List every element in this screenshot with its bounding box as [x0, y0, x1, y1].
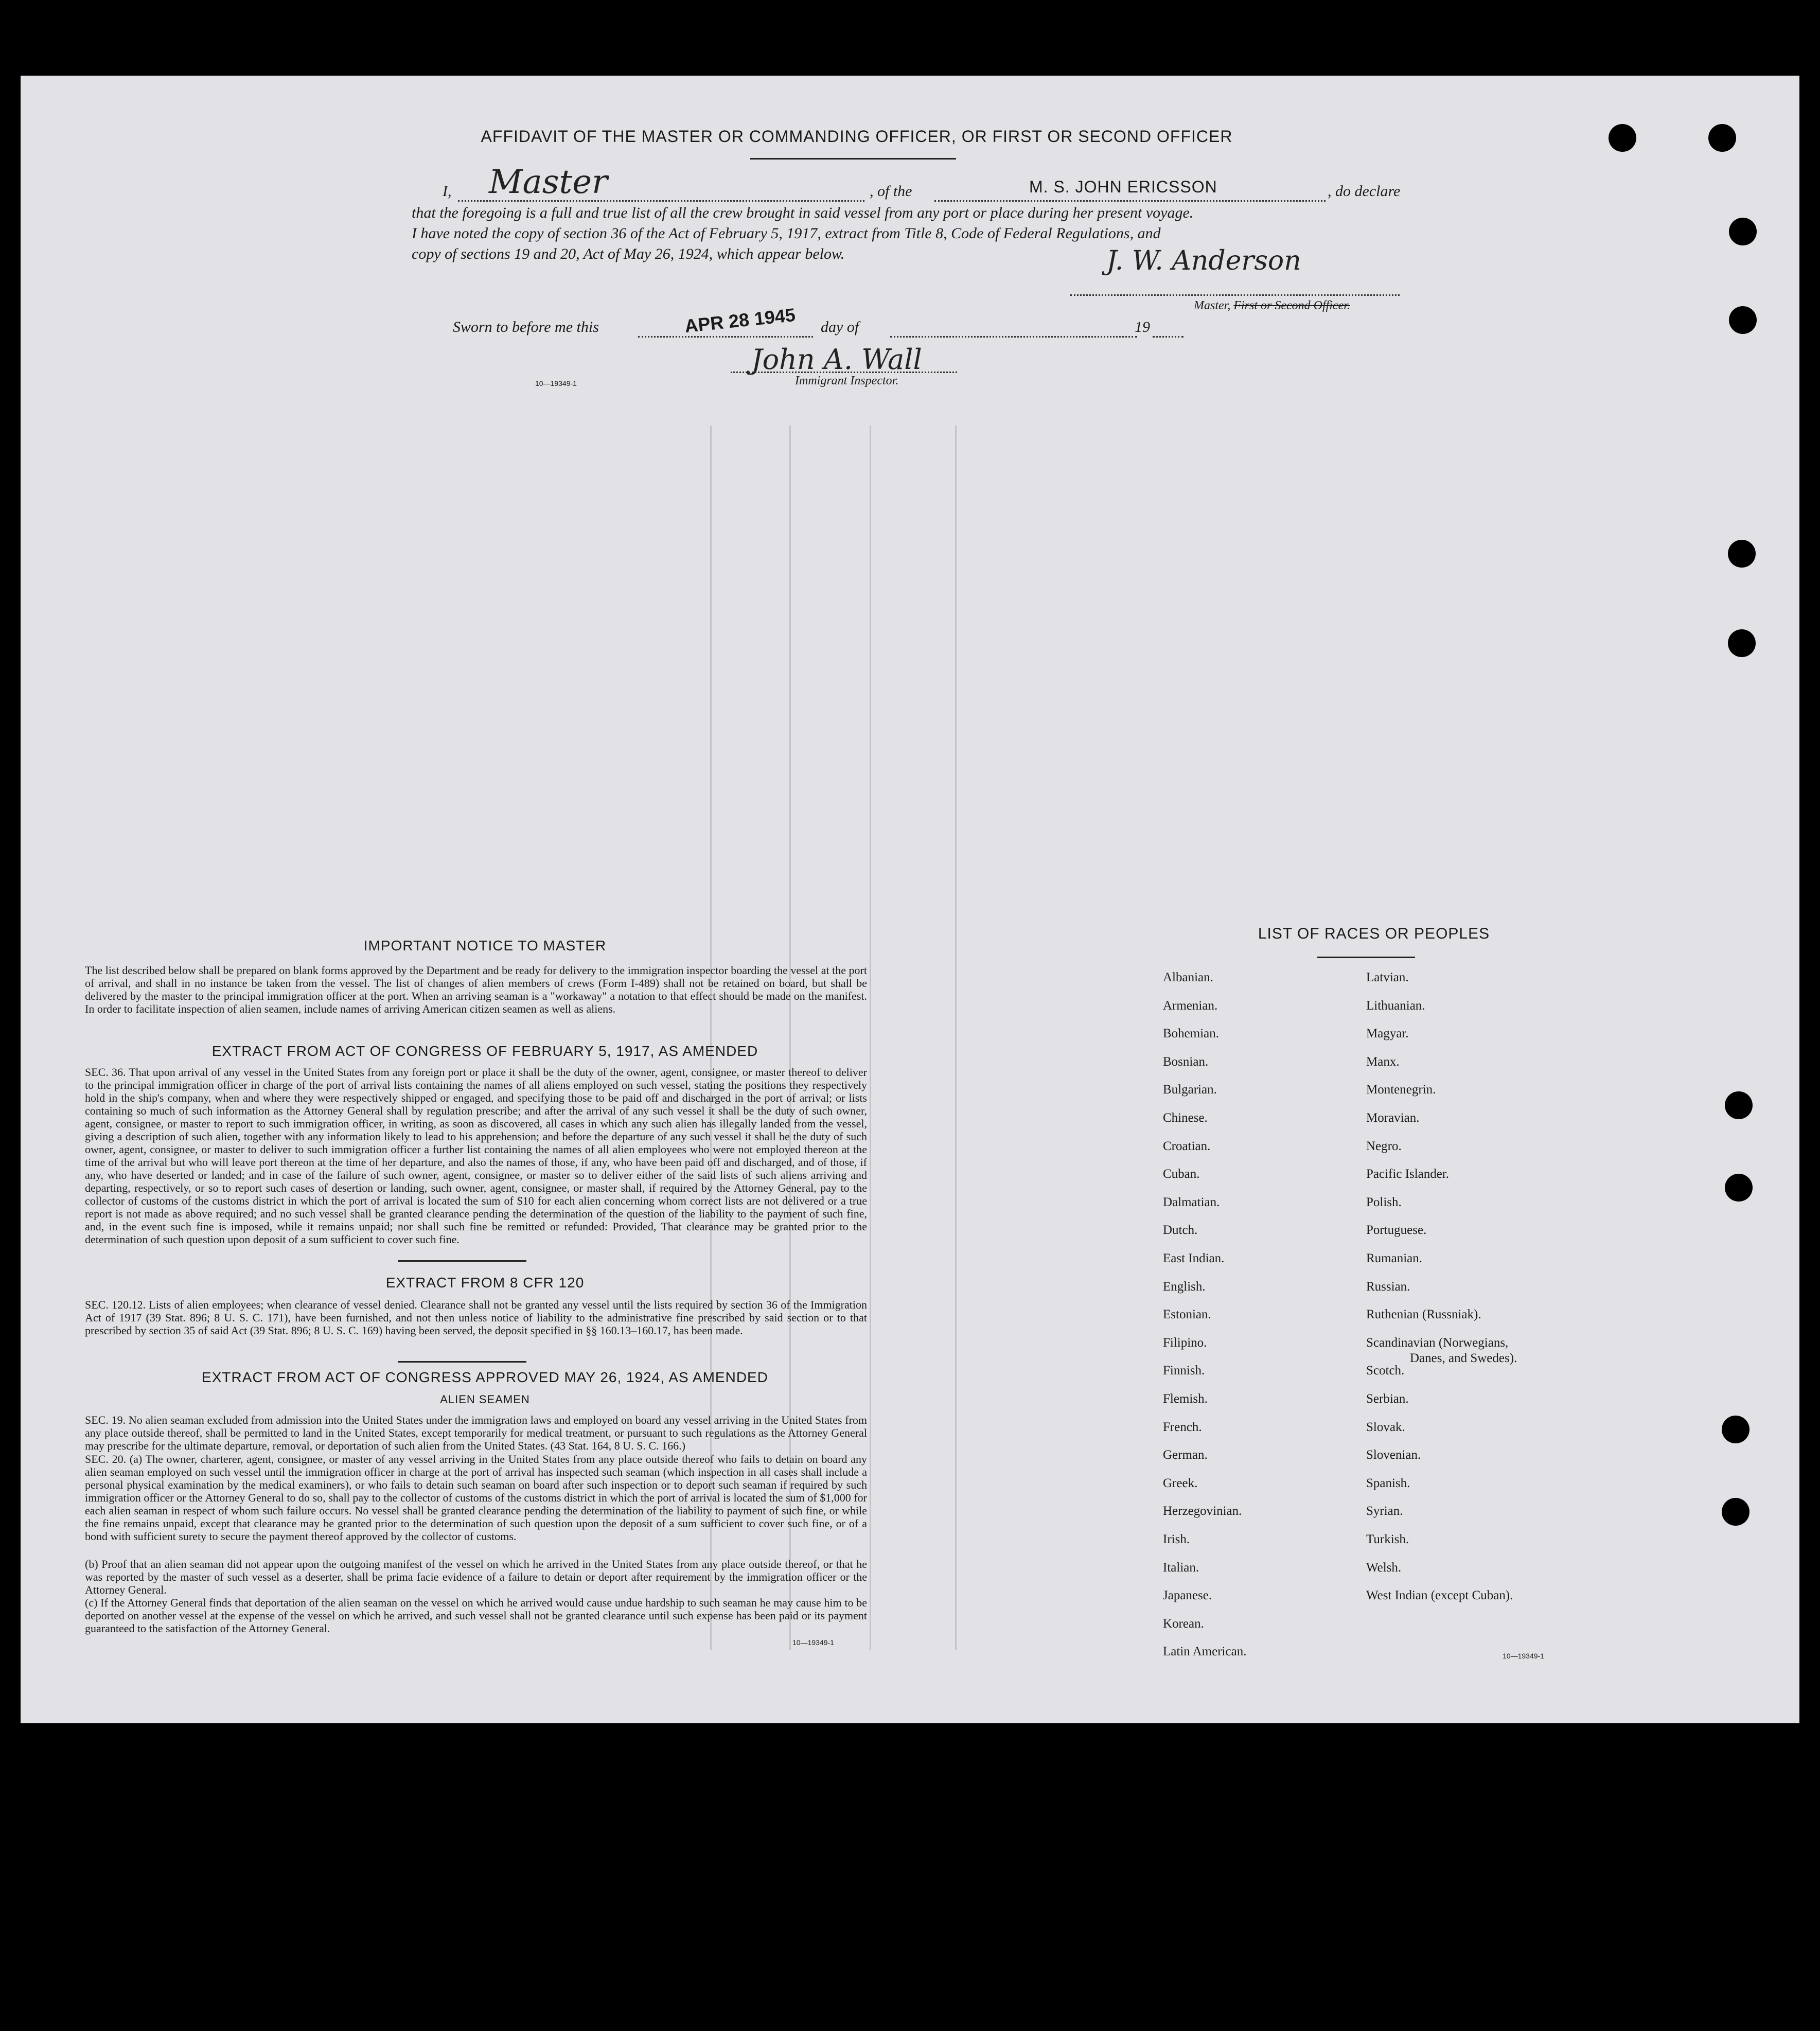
- race-item: French.: [1163, 1420, 1202, 1434]
- year-prefix: 19: [1135, 319, 1150, 335]
- binder-hole: [1728, 540, 1756, 568]
- day-of-label: day of: [821, 319, 859, 335]
- race-item: Filipino.: [1163, 1336, 1207, 1350]
- race-item: Latvian.: [1366, 970, 1409, 984]
- race-item: Spanish.: [1366, 1476, 1410, 1490]
- race-item: Slovenian.: [1366, 1448, 1421, 1462]
- race-item: Pacific Islander.: [1366, 1167, 1450, 1181]
- master-signature-line: [1070, 294, 1400, 296]
- declaration-line-2: I have noted the copy of section 36 of the Act of February 5, 1917, extract from Title 8, Code of Federal Regulations, and: [412, 225, 1161, 242]
- race-item: Magyar.: [1366, 1027, 1409, 1040]
- extract-1924-title: EXTRACT FROM ACT OF CONGRESS APPROVED MAY 26, 1924, AS AMENDED: [202, 1369, 768, 1385]
- extract-1917-title: EXTRACT FROM ACT OF CONGRESS OF FEBRUARY 5, 1917, AS AMENDED: [211, 1043, 758, 1059]
- notice-text: The list described below shall be prepared on blank forms approved by the Department and be ready for delivery to the immigration inspector boarding the vessel at the port of arrival, and shall in no instance be taken from the vessel. The list of changes of alien members of crews (Form I-489) shall not be retained on board, but shall be delivered by the master to the principal immigration officer at the port. When an arriving seaman is a "workaway" a notation to that effect should be made on the manifest. In order to facilitate inspection of alien seamen, include names of arriving American citizen seamen as well as aliens.: [85, 964, 867, 1015]
- race-item: Korean.: [1163, 1617, 1204, 1631]
- extract-1917-text: SEC. 36. That upon arrival of any vessel in the United States from any foreign port or place it shall be the duty of the owner, agent, consignee, or master thereof to deliver to the principal immigration officer in charge of the port of arrival lists containing the names of all aliens employed on such vessel, stating the positions they respectively hold in the ship's company, when and where they were respectively shipped or engaged, and specifying those to be paid off and discharged in the port of arrival; or lists containing so much of such information as the Attorney General shall by regulation prescribe; and after the arrival of any such vessel it shall be the duty of such owner, agent, consignee, or master to report to such immigration officer, in writing, as soon as discovered, all cases in which any such alien has illegally landed from the vessel, giving a description of such alien, together with any information likely to lead to his apprehension; and before the departure of any such vessel it shall be the duty of such owner, agent, consignee, or master to deliver to such immigration officer a further list containing the names of all alien employees who were not employed thereon at the time of the arrival but who will leave port thereon at the time of her departure, and also the names of those, if any, who have been paid off and discharged, and of those, if any, who have deserted or landed; and in case of the failure of such owner, agent, consignee, or master so to deliver either of the said lists of such aliens arriving and departing, respectively, or so to report such cases of desertion or landing, such owner, agent, consignee, or master shall, if required by the Attorney General, pay to the collector of customs of the customs district in which the port of arrival is located the sum of $10 for each alien concerning whom correct lists are not delivered or a true report is not made as above required; and no such vessel shall be granted clearance pending the determination of the question of the liability to the payment of such fine, and, in the event such fine is imposed, while it remains unpaid; nor shall such fine be remitted or refunded: Provided, That clearance may be granted prior to the determination of such question upon deposit of a sum sufficient to cover such fine.: [85, 1066, 867, 1246]
- binder-hole: [1725, 1091, 1753, 1119]
- binder-hole: [1728, 629, 1756, 657]
- document-page: [21, 76, 1799, 1723]
- title-underline: [750, 158, 956, 160]
- race-item: English.: [1163, 1280, 1206, 1294]
- form-number-right: 10—19349-1: [1503, 1652, 1544, 1660]
- inspector-caption: Immigrant Inspector.: [795, 374, 899, 387]
- race-item: Russian.: [1366, 1280, 1410, 1294]
- race-item: Portuguese.: [1366, 1223, 1427, 1237]
- race-item: Croatian.: [1163, 1139, 1211, 1153]
- rank-fill-line: [458, 200, 864, 202]
- race-item: Flemish.: [1163, 1392, 1208, 1406]
- race-item: Moravian.: [1366, 1111, 1420, 1125]
- race-item: Turkish.: [1366, 1532, 1409, 1546]
- race-item: Herzegovinian.: [1163, 1504, 1242, 1518]
- race-item: Finnish.: [1163, 1364, 1205, 1377]
- sworn-month-line: [890, 336, 1137, 338]
- race-item: Dalmatian.: [1163, 1195, 1220, 1209]
- bleed-through-line: [870, 426, 871, 1650]
- binder-hole: [1725, 1174, 1753, 1202]
- binder-hole: [1609, 124, 1636, 152]
- race-item: Bosnian.: [1163, 1055, 1209, 1069]
- race-item: Welsh.: [1366, 1561, 1402, 1575]
- vessel-fill-line: [934, 200, 1326, 202]
- i-label: I,: [443, 183, 452, 200]
- race-item: Estonian.: [1163, 1308, 1211, 1321]
- date-stamp: APR 28 1945: [683, 304, 797, 337]
- race-item: East Indian.: [1163, 1251, 1225, 1265]
- master-caption: [1194, 299, 1350, 313]
- affidavit-title: AFFIDAVIT OF THE MASTER OR COMMANDING OFFICER, OR FIRST OR SECOND OFFICER: [481, 127, 1233, 146]
- race-item: Scotch.: [1366, 1364, 1405, 1377]
- race-item: Syrian.: [1366, 1504, 1403, 1518]
- race-item: West Indian (except Cuban).: [1366, 1588, 1513, 1602]
- section-divider: [398, 1361, 526, 1363]
- race-item: Irish.: [1163, 1532, 1190, 1546]
- race-item: Armenian.: [1163, 999, 1218, 1013]
- sec-20c-text: (c) If the Attorney General finds that deportation of the alien seaman on the vessel on which he arrived would cause undue hardship to such seaman he may cause him to be deported on another vessel at the expense of the vessel on which he arrived, and such vessel shall not be granted clearance until such expense has been paid or its payment guaranteed to the satisfaction of the Attorney General.: [85, 1596, 867, 1635]
- binder-hole: [1722, 1498, 1750, 1526]
- extract-1924-subtitle: ALIEN SEAMEN: [440, 1393, 530, 1406]
- of-the-label: , of the: [870, 183, 912, 200]
- declaration-line-1: that the foregoing is a full and true list of all the crew brought in said vessel from any port or place during her present voyage.: [412, 204, 1194, 221]
- race-item: Latin American.: [1163, 1645, 1247, 1658]
- declaration-line-3: copy of sections 19 and 20, Act of May 26, 1924, which appear below.: [412, 245, 845, 262]
- race-item: Ruthenian (Russniak).: [1366, 1308, 1481, 1321]
- race-item: Scandinavian (Norwegians,: [1366, 1336, 1509, 1350]
- master-signature: J. W. Anderson: [1106, 245, 1301, 276]
- race-item: Cuban.: [1163, 1167, 1200, 1181]
- race-item: Lithuanian.: [1366, 999, 1425, 1013]
- sec-19-text: SEC. 19. No alien seaman excluded from admission into the United States under the immigration laws and employed on board any vessel arriving in the United States from any place outside thereof, shall be permitted to land in the United States, except temporarily for medical treatment, or pursuant to such regulations as the Attorney General may prescribe for the ultimate departure, removal, or deportation of such alien from the United States. (43 Stat. 164, 8 U. S. C. 166.): [85, 1414, 867, 1452]
- race-item: Bohemian.: [1163, 1027, 1220, 1040]
- races-title-underline: [1317, 957, 1415, 958]
- sec-20a-text: SEC. 20. (a) The owner, charterer, agent, consignee, or master of any vessel arriving in the United States from any place outside thereof who fails to detain on board any alien seaman employed on such vessel until the immigration officer in charge at the port of arrival has inspected such seaman (which inspection in all cases shall include a personal physical examination by the medical examiners), or who fails to detain such seaman on board after such inspection or to deport such seaman if required by such immigration officer or the Attorney General to do so, shall pay to the collector of customs of the customs district in which the port of arrival is located the sum of $1,000 for each alien seaman in respect of whom such failure occurs. No vessel shall be granted clearance pending the determination of the liability to payment of such fine, or while the fine remains unpaid, except that clearance may be granted prior to the determination of such question upon the deposit of a sum sufficient to cover such fine, or of a bond with sufficient surety to secure the payment thereof approved by the collector of customs.: [85, 1453, 867, 1543]
- race-item: Japanese.: [1163, 1588, 1212, 1602]
- inspector-signature: John A. Wall: [751, 343, 922, 376]
- inspector-signature-line: [731, 372, 957, 373]
- sworn-day-line: [638, 336, 813, 338]
- race-item: Italian.: [1163, 1561, 1199, 1575]
- race-item: Bulgarian.: [1163, 1083, 1217, 1097]
- sec-20b-text: (b) Proof that an alien seaman did not appear upon the outgoing manifest of the vessel on which he arrived in the United States from any place outside thereof, or that he was reported by the master of such vessel as a deserter, shall be prima facie evidence of a failure to detain or deport after requirement by the immigration officer or the Attorney General.: [85, 1558, 867, 1596]
- race-item: Slovak.: [1366, 1420, 1405, 1434]
- race-item: Manx.: [1366, 1055, 1400, 1069]
- sworn-year-line: [1153, 336, 1183, 338]
- notice-title: IMPORTANT NOTICE TO MASTER: [363, 938, 607, 953]
- race-item: Negro.: [1366, 1139, 1402, 1153]
- extract-cfr-title: EXTRACT FROM 8 CFR 120: [385, 1275, 585, 1291]
- vessel-name: M. S. JOHN ERICSSON: [1029, 178, 1217, 196]
- race-item: Greek.: [1163, 1476, 1198, 1490]
- races-title: LIST OF RACES OR PEOPLES: [1258, 925, 1490, 942]
- section-divider: [398, 1260, 526, 1262]
- sworn-label: Sworn to before me this: [453, 319, 599, 335]
- race-item: Danes, and Swedes).: [1410, 1351, 1517, 1365]
- binder-hole: [1708, 124, 1736, 152]
- bleed-through-line: [955, 426, 957, 1650]
- race-item: Serbian.: [1366, 1392, 1409, 1406]
- binder-hole: [1729, 306, 1757, 334]
- race-item: Dutch.: [1163, 1223, 1198, 1237]
- race-item: Polish.: [1366, 1195, 1402, 1209]
- master-caption-plain: Master,: [1194, 299, 1231, 312]
- do-declare: , do declare: [1328, 183, 1401, 200]
- race-item: Chinese.: [1163, 1111, 1208, 1125]
- form-number-left: 10—19349-1: [792, 1638, 834, 1647]
- race-item: German.: [1163, 1448, 1208, 1462]
- master-caption-struck: First or Second Officer.: [1233, 299, 1350, 312]
- race-item: Albanian.: [1163, 970, 1213, 984]
- binder-hole: [1729, 218, 1757, 245]
- form-number-top: 10—19349-1: [535, 379, 577, 387]
- race-item: Rumanian.: [1366, 1251, 1423, 1265]
- race-item: Montenegrin.: [1366, 1083, 1436, 1097]
- binder-hole: [1722, 1416, 1750, 1443]
- extract-cfr-text: SEC. 120.12. Lists of alien employees; when clearance of vessel denied. Clearance shall not be granted any vessel until the lists required by section 36 of the Immigration Act of 1917 (39 Stat. 896; 8 U. S. C. 171), have been furnished, and not then unless notice of liability to the administrative fine prescribed by said section or to that prescribed by section 35 of said Act (39 Stat. 896; 8 U. S. C. 169) having been served, the deposit specified in §§ 160.13–160.17, has been made.: [85, 1298, 867, 1337]
- handwritten-rank: Master: [489, 163, 608, 201]
